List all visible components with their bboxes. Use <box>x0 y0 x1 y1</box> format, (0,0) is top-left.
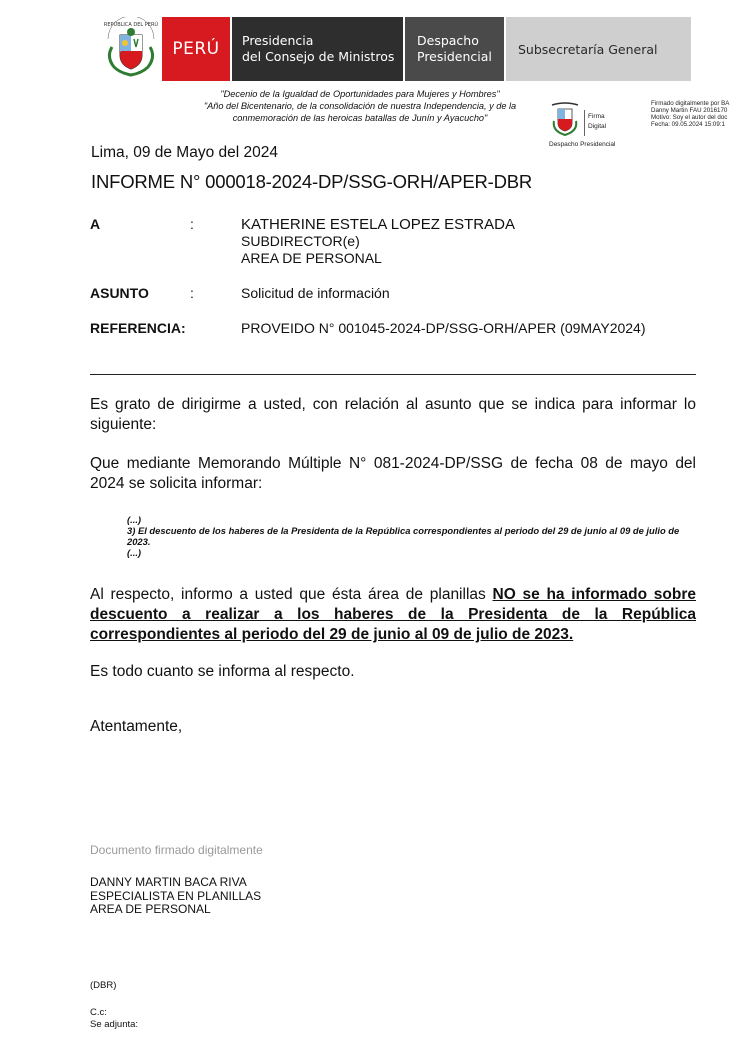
to-area: AREA DE PERSONAL <box>241 250 382 266</box>
to-block <box>241 216 515 267</box>
to-label: A <box>90 216 101 232</box>
signature-info <box>651 100 729 128</box>
signature-info-line-4: Fecha: 09.05.2024 15:09:1 <box>651 121 725 128</box>
quoted-excerpt <box>127 514 697 558</box>
quote-close: (...) <box>127 547 142 558</box>
national-crest-logo <box>100 17 162 81</box>
to-name: KATHERINE ESTELA LOPEZ ESTRADA <box>241 216 515 233</box>
reference-label: REFERENCIA: <box>90 320 186 336</box>
paragraph-3-text: Al respecto, informo a usted que ésta área de planillas <box>90 586 493 603</box>
decree-line-2: "Año del Bicentenario, de la consolidación de nuestra Independencia, y de la <box>203 101 517 111</box>
stamp-divider <box>584 110 585 136</box>
stamp-label-line-1: Firma <box>588 113 605 120</box>
divider <box>90 374 696 375</box>
quote-text: 3) El descuento de los haberes de la Presidenta de la República correspondientes al periodo del 29 de junio al 09 de julio de 2023. <box>127 525 680 547</box>
crest-caption: REPÚBLICA DEL PERÚ <box>103 22 159 28</box>
paragraph-3 <box>90 585 696 645</box>
cc-label: C.c: <box>90 1007 107 1018</box>
signed-note: Documento firmado digitalmente <box>90 843 263 857</box>
paragraph-1: Es grato de dirigirme a usted, con relación al asunto que se indica para informar lo siguiente: <box>90 396 696 433</box>
paragraph-4: Es todo cuanto se informa al respecto. <box>90 663 355 680</box>
subsecretaria-block <box>504 17 691 81</box>
decree-line-3: conmemoración de las heroicas batallas de Junín y Ayacucho" <box>232 113 488 123</box>
signature-info-line-2: Danny Martin FAU 2016170 <box>651 107 728 114</box>
despacho-line-1: Despacho <box>417 33 479 48</box>
signer-area: AREA DE PERSONAL <box>90 902 211 916</box>
quote-open: (...) <box>127 514 142 525</box>
stamp-office: Despacho Presidencial <box>549 141 616 148</box>
pcm-line-1: Presidencia <box>242 33 314 48</box>
signature-info-line-1: Firmado digitalmente por BA <box>651 100 730 107</box>
document-number: INFORME N° 000018-2024-DP/SSG-ORH/APER-DBR <box>91 171 533 192</box>
stamp-label-line-2: Digital <box>588 123 607 130</box>
pcm-block <box>230 17 403 81</box>
subject-value: Solicitud de información <box>241 285 390 301</box>
despacho-line-2: Presidencial <box>417 49 492 64</box>
to-position: SUBDIRECTOR(e) <box>241 233 360 249</box>
paragraph-2: Que mediante Memorando Múltiple N° 081-2024-DP/SSG de fecha 08 de mayo del 2024 se solicita informar: <box>90 455 696 492</box>
attachment-label: Se adjunta: <box>90 1019 139 1030</box>
subsecretaria-label: Subsecretaría General <box>518 41 658 57</box>
stamp-label <box>588 112 606 132</box>
institution-header <box>100 17 691 81</box>
reference-value: PROVEIDO N° 001045-2024-DP/SSG-ORH/APER (09MAY2024) <box>241 320 646 336</box>
signer-name: DANNY MARTIN BACA RIVA <box>90 875 247 889</box>
subject-colon: : <box>190 285 194 301</box>
decree-slogan <box>180 88 540 124</box>
signature-info-line-3: Motivo: Soy el autor del doc <box>651 114 728 121</box>
despacho-block <box>403 17 504 81</box>
initials: (DBR) <box>90 980 117 991</box>
country-name: PERÚ <box>172 39 220 59</box>
to-colon: : <box>190 216 194 232</box>
document-date: Lima, 09 de Mayo del 2024 <box>91 144 278 161</box>
subject-label: ASUNTO <box>90 285 149 301</box>
paragraph-3-emphasis: NO se ha informado sobre descuento a realizar a los haberes de la Presidenta de la República correspondientes al periodo del 29 de junio al 09 de julio de 2023. <box>90 586 696 643</box>
signer-block <box>90 876 261 917</box>
pcm-line-2: del Consejo de Ministros <box>242 49 395 64</box>
closing: Atentamente, <box>90 718 183 735</box>
decree-line-1: "Decenio de la Igualdad de Oportunidades para Mujeres y Hombres" <box>220 89 500 99</box>
signer-title: ESPECIALISTA EN PLANILLAS <box>90 888 262 903</box>
stamp-crest-icon <box>548 101 582 137</box>
peru-brand <box>162 17 230 81</box>
